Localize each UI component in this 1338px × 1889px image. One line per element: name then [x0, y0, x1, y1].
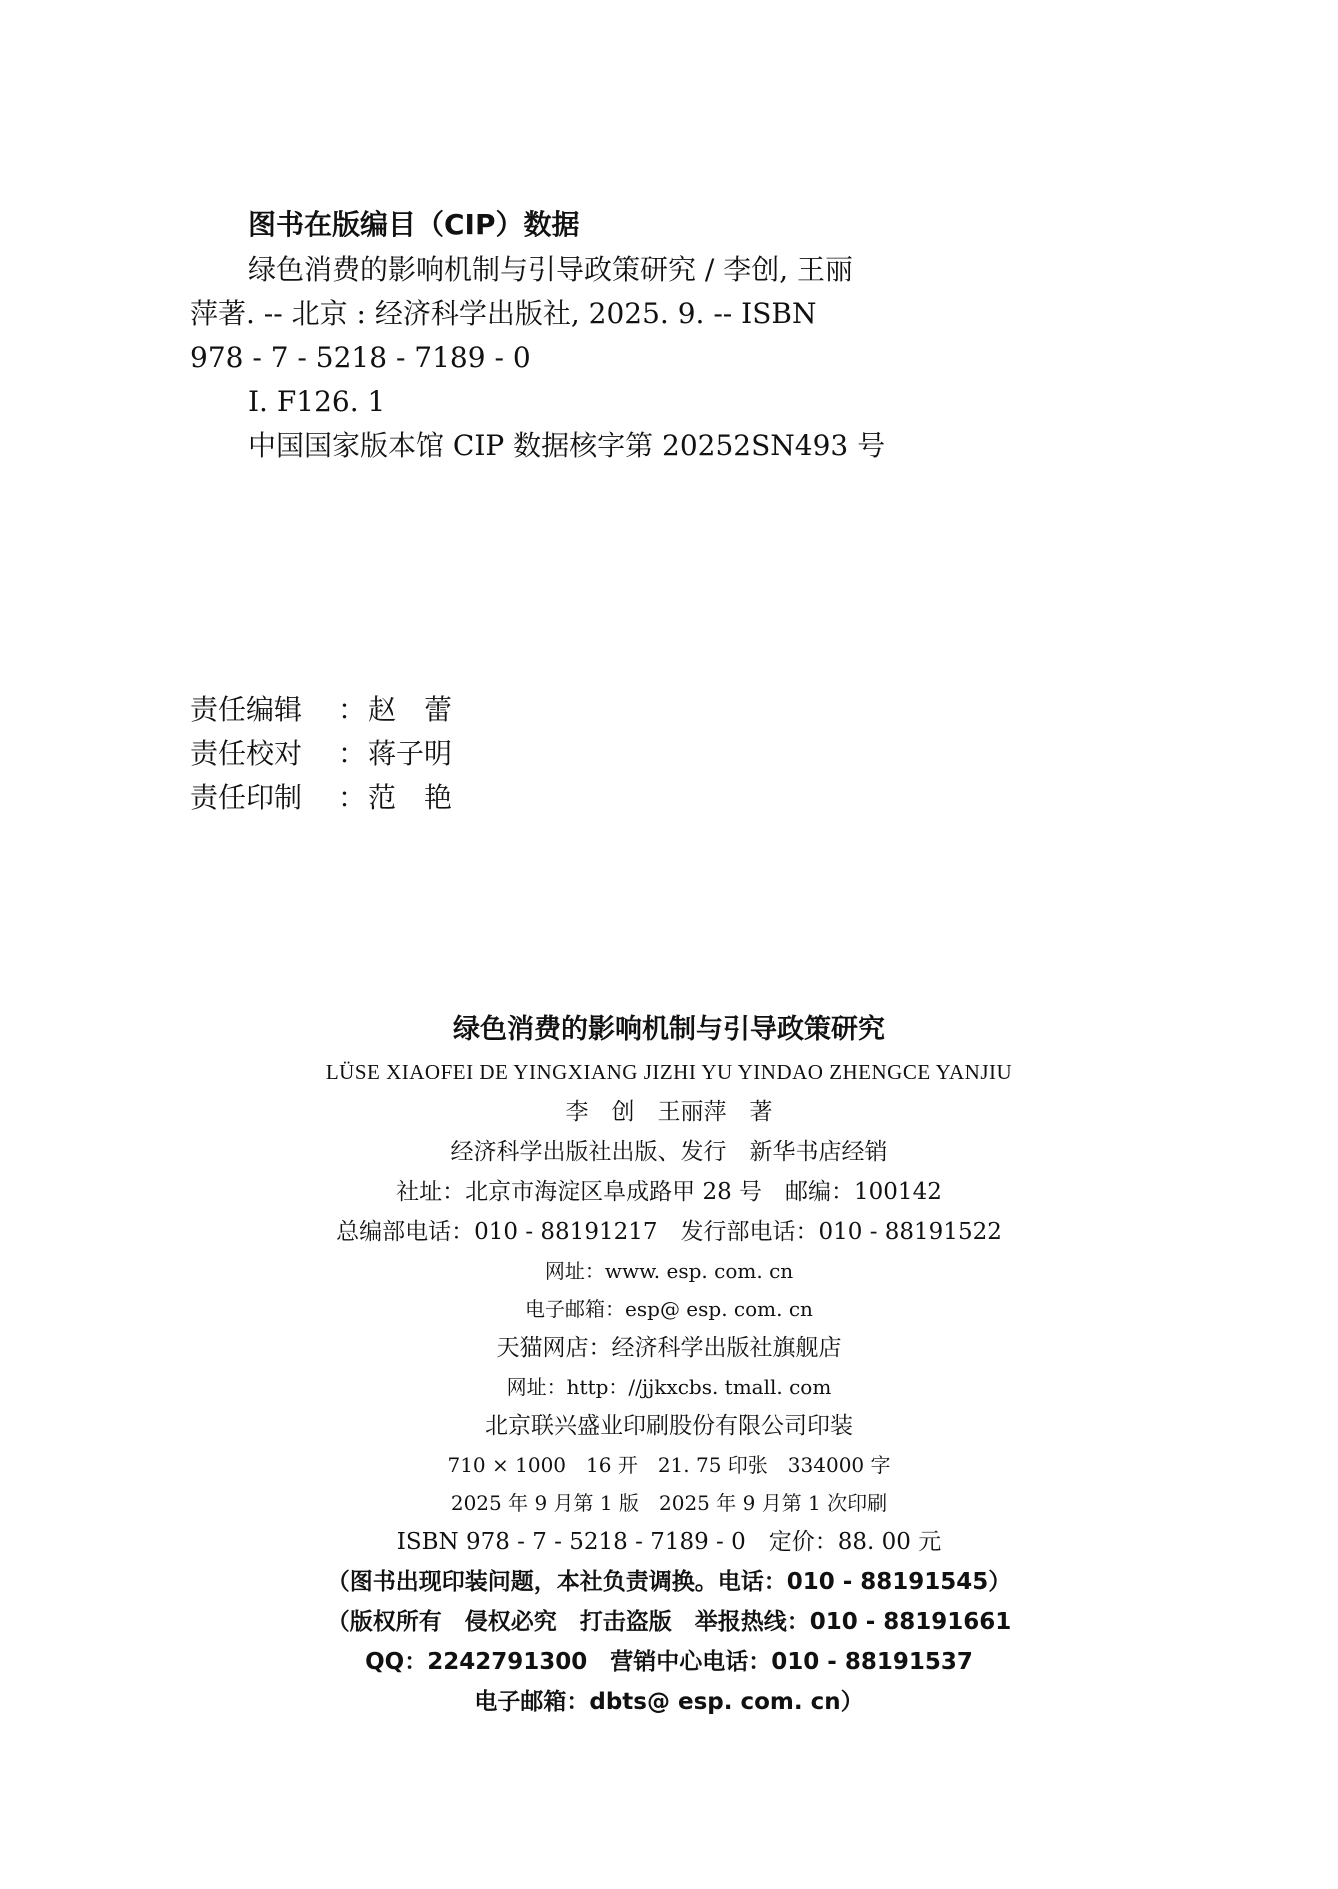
book-title: 绿色消费的影响机制与引导政策研究 [453, 1014, 885, 1045]
staff-colon: ： [338, 693, 367, 726]
cip-line-3: 978 - 7 - 5218 - 7189 - 0 [190, 341, 531, 374]
book-title-pinyin: LÜSE XIAOFEI DE YINGXIANG JIZHI YU YINDAO ZHENGCE YANJIU [325, 1060, 1013, 1084]
publisher-phones: 总编部电话：010 - 88191217 发行部电话：010 - 88191522 [336, 1219, 1002, 1245]
publisher-line: 经济科学出版社出版、发行 新华书店经销 [450, 1139, 888, 1165]
staff-role: 责任编辑 [190, 693, 303, 726]
copyright-notice: （版权所有 侵权必究 打击盗版 举报热线：010 - 88191661 [326, 1609, 1012, 1635]
staff-row-printing [190, 776, 452, 820]
imprint-block [0, 1008, 1338, 1722]
staff-name: 蒋子明 [368, 737, 453, 770]
tmall-store-url: 网址：http：//jjkxcbs. tmall. com [506, 1375, 832, 1399]
edition-line: 2025 年 9 月第 1 版 2025 年 9 月第 1 次印刷 [450, 1491, 888, 1515]
contact-email-line: 电子邮箱：dbts@ esp. com. cn） [474, 1689, 864, 1715]
book-authors: 李 创 王丽萍 著 [565, 1099, 773, 1125]
format-line: 710 × 1000 16 开 21. 75 印张 334000 字 [447, 1453, 891, 1477]
publisher-website: 网址：www. esp. com. cn [544, 1259, 794, 1283]
staff-colon: ： [338, 737, 367, 770]
isbn-price-line: ISBN 978 - 7 - 5218 - 7189 - 0 定价：88. 00 元 [396, 1529, 942, 1555]
staff-row-proofreader [190, 732, 452, 776]
staff-row-editor [190, 688, 452, 732]
staff-name: 范 艳 [368, 781, 453, 814]
quality-notice: （图书出现印装问题，本社负责调换。电话：010 - 88191545） [326, 1569, 1012, 1595]
staff-colon: ： [338, 781, 367, 814]
responsible-staff-block [190, 688, 452, 820]
tmall-store: 天猫网店：经济科学出版社旗舰店 [496, 1335, 842, 1361]
cip-line-4: Ⅰ. F126. 1 [248, 385, 386, 418]
publisher-email: 电子邮箱：esp@ esp. com. cn [525, 1297, 813, 1321]
publisher-address: 社址：北京市海淀区阜成路甲 28 号 邮编：100142 [396, 1179, 942, 1205]
cip-line-5: 中国国家版本馆 CIP 数据核字第 20252SN493 号 [248, 429, 886, 462]
cip-heading: 图书在版编目（CIP）数据 [248, 208, 580, 241]
contact-qq-line: QQ：2242791300 营销中心电话：010 - 88191537 [365, 1649, 973, 1675]
printer-line: 北京联兴盛业印刷股份有限公司印装 [485, 1413, 853, 1439]
staff-role: 责任印制 [190, 781, 303, 814]
cip-line-1: 绿色消费的影响机制与引导政策研究 / 李创, 王丽 [248, 253, 854, 286]
staff-role: 责任校对 [190, 737, 303, 770]
staff-name: 赵 蕾 [368, 693, 453, 726]
cip-line-2: 萍著. -- 北京 : 经济科学出版社, 2025. 9. -- ISBN [190, 297, 817, 330]
